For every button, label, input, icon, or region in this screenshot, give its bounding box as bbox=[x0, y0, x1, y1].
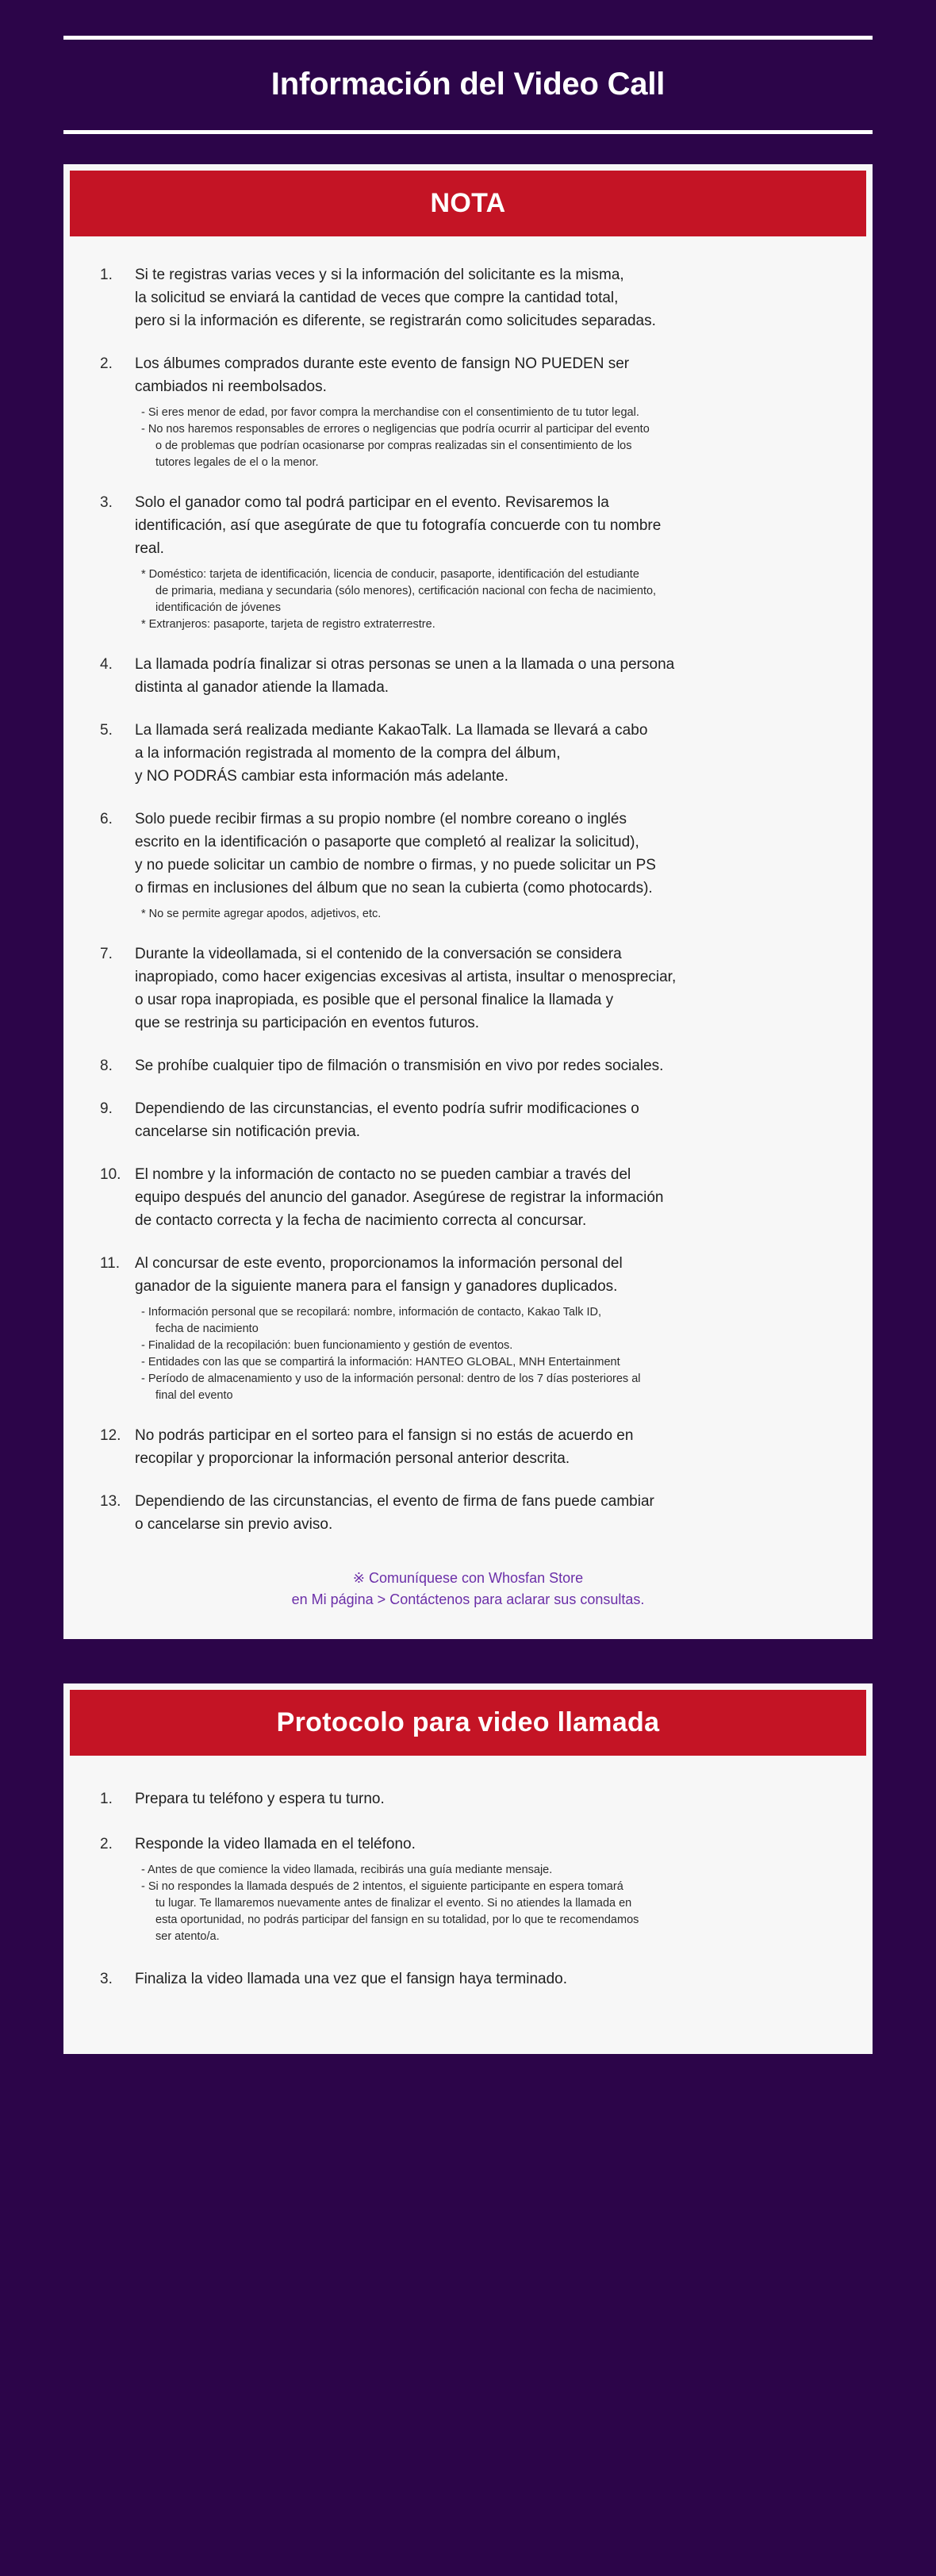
rule-line: inapropiado, como hacer exigencias excesivas al artista, insultar o menospreciar, bbox=[135, 969, 677, 985]
rule-line: Al concursar de este evento, proporcionamos la información personal del bbox=[135, 1255, 623, 1272]
rule-line: La llamada será realizada mediante KakaoTalk. La llamada se llevará a cabo bbox=[135, 722, 648, 739]
rule-number: 12. bbox=[100, 1427, 121, 1444]
rule-line: o cancelarse sin previo aviso. bbox=[135, 1516, 333, 1533]
rule-line: El nombre y la información de contacto no se pueden cambiar a través del bbox=[135, 1166, 631, 1183]
rule-line: que se restrinja su participación en eventos futuros. bbox=[135, 1015, 480, 1031]
rule-subnote: - Información personal que se recopilará: nombre, información de contacto, Kakao Talk ID, fecha de nacimiento bbox=[141, 1304, 836, 1338]
rule-line: cambiados ni reembolsados. bbox=[135, 378, 327, 395]
rule-number: 9. bbox=[100, 1100, 113, 1117]
rule-line: Si te registras varias veces y si la información del solicitante es la misma, bbox=[135, 267, 624, 283]
rule-text bbox=[135, 942, 836, 1035]
rule-line: recopilar y proporcionar la información personal anterior descrita. bbox=[135, 1450, 570, 1467]
rule-number: 1. bbox=[100, 267, 113, 283]
rule-subnote: - Período de almacenamiento y uso de la información personal: dentro de los 7 días posteriores al final del evento bbox=[141, 1371, 836, 1404]
rule-number: 2. bbox=[100, 355, 113, 372]
rule-number: 4. bbox=[100, 656, 113, 673]
rule-line: Durante la videollamada, si el contenido de la conversación se considera bbox=[135, 946, 622, 962]
rule-number: 5. bbox=[100, 722, 113, 739]
rule-line: identificación, así que asegúrate de que tu fotografía concuerde con tu nombre bbox=[135, 517, 662, 534]
rule-text bbox=[135, 1490, 836, 1536]
rule-text bbox=[135, 1968, 836, 1991]
rule-subnote-line: final del evento bbox=[155, 1389, 233, 1402]
rule-line: equipo después del anuncio del ganador. Asegúrese de registrar la información bbox=[135, 1189, 664, 1206]
rule-item bbox=[100, 1968, 836, 1991]
rule-item bbox=[100, 942, 836, 1035]
rule-text bbox=[135, 653, 836, 699]
rule-text bbox=[135, 1163, 836, 1232]
rule-text bbox=[135, 719, 836, 788]
rule-text bbox=[135, 1054, 836, 1077]
rule-subnote: - Si eres menor de edad, por favor compra la merchandise con el consentimiento de tu tutor legal. bbox=[141, 406, 639, 419]
rule-line: de contacto correcta y la fecha de nacimiento correcta al concursar. bbox=[135, 1212, 587, 1229]
rule-subnote-line: fecha de nacimiento bbox=[155, 1323, 259, 1335]
rule-number: 7. bbox=[100, 946, 113, 962]
rule-subnotes bbox=[135, 405, 836, 471]
note-card bbox=[63, 164, 873, 1639]
rule-item bbox=[100, 1252, 836, 1404]
rule-item bbox=[100, 719, 836, 788]
rule-subnote-line: esta oportunidad, no podrás participar del fansign en su totalidad, por lo que te recomendamos bbox=[155, 1914, 639, 1926]
page-root bbox=[0, 36, 936, 2576]
rule-text bbox=[135, 491, 836, 560]
rule-item bbox=[100, 263, 836, 332]
rule-line: Dependiendo de las circunstancias, el evento podría sufrir modificaciones o bbox=[135, 1100, 639, 1117]
rule-item bbox=[100, 352, 836, 471]
rule-line: Los álbumes comprados durante este evento de fansign NO PUEDEN ser bbox=[135, 355, 630, 372]
protocol-card-header: Protocolo para video llamada bbox=[70, 1690, 866, 1756]
rule-subnote-line: tu lugar. Te llamaremos nuevamente antes de finalizar el evento. Si no atiendes la llamada en bbox=[155, 1897, 632, 1910]
protocol-card bbox=[63, 1683, 873, 2054]
rule-line: a la información registrada al momento de la compra del álbum, bbox=[135, 745, 561, 762]
rule-number: 1. bbox=[100, 1791, 113, 1807]
rule-subnote: * Doméstico: tarjeta de identificación, licencia de conducir, pasaporte, identificación del estudiante de primaria, mediana y secundaria (sólo menores), certificación nacional con fecha de nacimiento, identificación de jóvenes bbox=[141, 566, 836, 616]
rule-line: No podrás participar en el sorteo para el fansign si no estás de acuerdo en bbox=[135, 1427, 634, 1444]
rule-line: Responde la video llamada en el teléfono. bbox=[135, 1836, 416, 1852]
rule-subnote: - Entidades con las que se compartirá la información: HANTEO GLOBAL, MNH Entertainment bbox=[141, 1356, 620, 1369]
rule-number: 13. bbox=[100, 1493, 121, 1510]
rule-subnote: - Antes de que comience la video llamada, recibirás una guía mediante mensaje. bbox=[141, 1864, 553, 1876]
note-card-header: NOTA bbox=[70, 171, 866, 236]
rule-text bbox=[135, 263, 836, 332]
rule-line: real. bbox=[135, 540, 164, 557]
rule-number: 3. bbox=[100, 494, 113, 511]
rule-line: o usar ropa inapropiada, es posible que el personal finalice la llamada y bbox=[135, 992, 614, 1008]
rule-line: Solo el ganador como tal podrá participar en el evento. Revisaremos la bbox=[135, 494, 609, 511]
rule-item bbox=[100, 808, 836, 923]
rule-line: Dependiendo de las circunstancias, el evento de firma de fans puede cambiar bbox=[135, 1493, 654, 1510]
rule-number: 6. bbox=[100, 811, 113, 827]
protocol-rules-list bbox=[100, 1787, 836, 1991]
rule-item bbox=[100, 653, 836, 699]
rule-subnote: - Finalidad de la recopilación: buen funcionamiento y gestión de eventos. bbox=[141, 1339, 513, 1352]
rule-subnote-line: o de problemas que podrían ocasionarse por compras realizadas sin el consentimiento de los bbox=[155, 440, 632, 452]
rule-subnote-line: identificación de jóvenes bbox=[155, 601, 281, 614]
rule-subnotes bbox=[135, 1862, 836, 1945]
note-rules-list bbox=[100, 263, 836, 1536]
rule-number: 2. bbox=[100, 1836, 113, 1852]
rule-item bbox=[100, 1097, 836, 1143]
rule-line: Finaliza la video llamada una vez que el fansign haya terminado. bbox=[135, 1971, 567, 1987]
rule-line: pero si la información es diferente, se registrarán como solicitudes separadas. bbox=[135, 313, 656, 329]
rule-number: 8. bbox=[100, 1058, 113, 1074]
rule-number: 10. bbox=[100, 1166, 121, 1183]
footer-note-line: ※ Comuníquese con Whosfan Store bbox=[352, 1570, 584, 1586]
rule-subnotes bbox=[135, 906, 836, 923]
rule-text bbox=[135, 1252, 836, 1298]
rule-text bbox=[135, 1424, 836, 1470]
rule-item bbox=[100, 1787, 836, 1810]
rule-text bbox=[135, 1833, 836, 1856]
protocol-card-body bbox=[70, 1756, 866, 2005]
rule-item bbox=[100, 491, 836, 633]
rule-item bbox=[100, 1833, 836, 1945]
rule-text bbox=[135, 808, 836, 900]
footer-note-line: en Mi página > Contáctenos para aclarar sus consultas. bbox=[291, 1591, 645, 1607]
rule-line: ganador de la siguiente manera para el fansign y ganadores duplicados. bbox=[135, 1278, 618, 1295]
rule-line: y no puede solicitar un cambio de nombre o firmas, y no puede solicitar un PS bbox=[135, 857, 656, 873]
rule-line: Se prohíbe cualquier tipo de filmación o transmisión en vivo por redes sociales. bbox=[135, 1058, 664, 1074]
rule-line: la solicitud se enviará la cantidad de veces que compre la cantidad total, bbox=[135, 290, 619, 306]
rule-item bbox=[100, 1054, 836, 1077]
rule-line: La llamada podría finalizar si otras personas se unen a la llamada o una persona bbox=[135, 656, 675, 673]
note-footer-contact bbox=[100, 1568, 836, 1615]
rule-subnote: * Extranjeros: pasaporte, tarjeta de registro extraterrestre. bbox=[141, 618, 435, 631]
rule-item bbox=[100, 1424, 836, 1470]
rule-text bbox=[135, 1097, 836, 1143]
rule-line: cancelarse sin notificación previa. bbox=[135, 1123, 361, 1140]
rule-number: 3. bbox=[100, 1971, 113, 1987]
page-title: Información del Video Call bbox=[270, 67, 666, 102]
rule-item bbox=[100, 1490, 836, 1536]
rule-subnotes bbox=[135, 566, 836, 633]
page-banner bbox=[0, 36, 936, 134]
rule-item bbox=[100, 1163, 836, 1232]
rule-subnote: * No se permite agregar apodos, adjetivos, etc. bbox=[141, 908, 382, 920]
rule-subnote: - No nos haremos responsables de errores o negligencias que podría ocurrir al participar del evento o de problemas que podrían ocasionarse por compras realizadas sin el consentimiento de los tutores legales de el o la menor. bbox=[141, 421, 836, 471]
rule-line: Prepara tu teléfono y espera tu turno. bbox=[135, 1791, 385, 1807]
rule-subnotes bbox=[135, 1304, 836, 1404]
rule-line: escrito en la identificación o pasaporte que completó al realizar la solicitud), bbox=[135, 834, 639, 850]
rule-line: y NO PODRÁS cambiar esta información más adelante. bbox=[135, 768, 508, 785]
note-card-body bbox=[70, 236, 866, 1639]
rule-subnote-line: ser atento/a. bbox=[155, 1930, 220, 1943]
rule-subnote: - Si no respondes la llamada después de 2 intentos, el siguiente participante en espera tomará tu lugar. Te llamaremos nuevamente antes de finalizar el evento. Si no atiendes la llamada en esta oportunidad, no podrás participar del fansign en su totalidad, por lo que te recomendamos ser atento/a. bbox=[141, 1879, 836, 1945]
rule-line: distinta al ganador atiende la llamada. bbox=[135, 679, 389, 696]
banner-rule-bottom bbox=[63, 130, 873, 134]
rule-text bbox=[135, 352, 836, 398]
rule-line: o firmas en inclusiones del álbum que no sean la cubierta (como photocards). bbox=[135, 880, 653, 896]
rule-subnote-line: tutores legales de el o la menor. bbox=[155, 456, 319, 469]
rule-subnote-line: de primaria, mediana y secundaria (sólo menores), certificación nacional con fecha de nacimiento, bbox=[155, 585, 657, 597]
rule-line: Solo puede recibir firmas a su propio nombre (el nombre coreano o inglés bbox=[135, 811, 627, 827]
rule-number: 11. bbox=[100, 1255, 121, 1272]
rule-text bbox=[135, 1787, 836, 1810]
